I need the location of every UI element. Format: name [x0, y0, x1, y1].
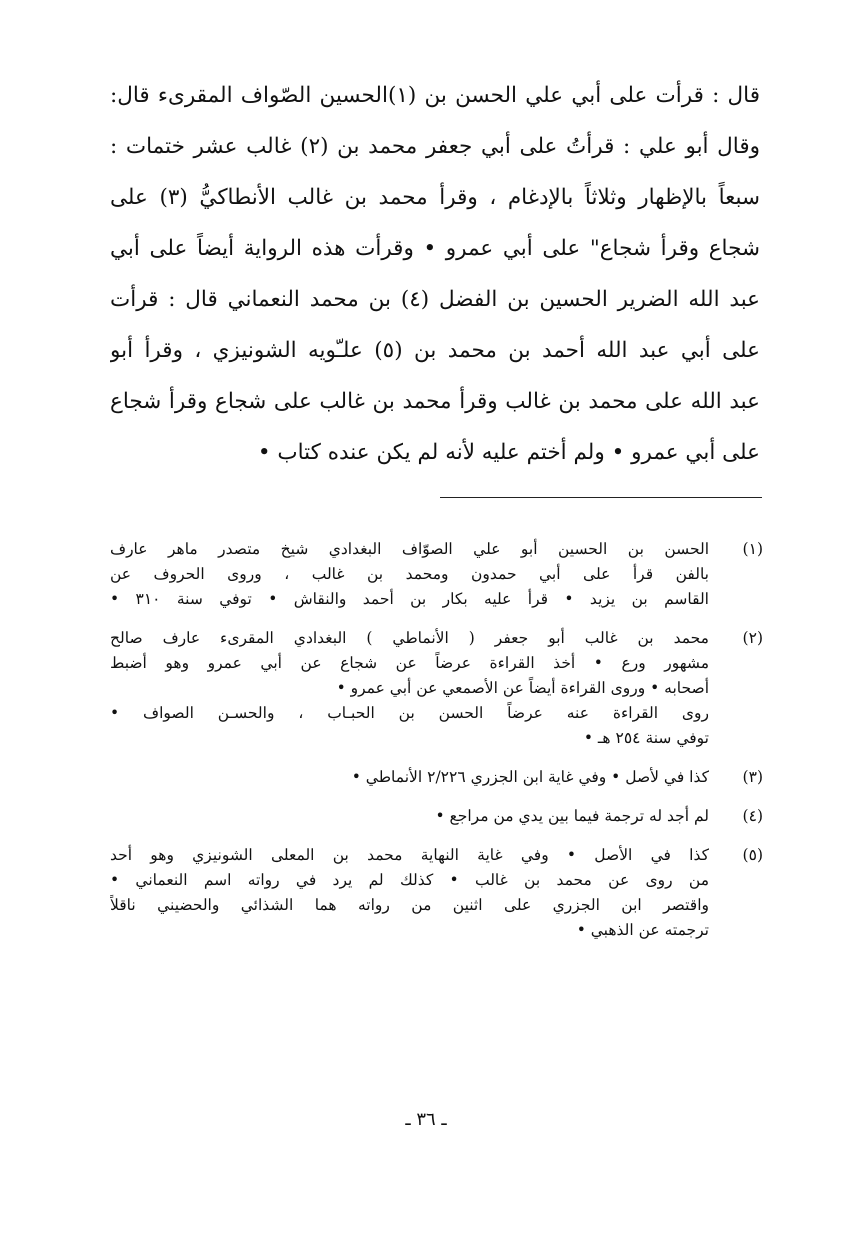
main-text-block	[110, 70, 760, 478]
footnote-line: روى القراءة عنه عرضاً الحسن بن الحبـاب ، والحسـن الصواف •	[110, 704, 709, 722]
footnote-2	[110, 626, 763, 751]
footnote-5	[110, 843, 763, 943]
footnote-1	[110, 537, 763, 612]
footnote-line: من روى عن محمد بن غالب • كذلك لم يرد في رواته اسم النعماني •	[110, 871, 709, 889]
footnote-line: ترجمته عن الذهبي •	[576, 921, 709, 939]
main-text-line: قال : قرأت على أبي علي الحسن بن (١)الحسين الصّواف المقرىء قال:	[110, 83, 760, 108]
footnote-number: (١)	[742, 540, 763, 558]
footnotes-section	[110, 537, 763, 957]
footnote-number: (٣)	[742, 768, 763, 786]
page-number: ـ ٣٦ ـ	[405, 1109, 447, 1130]
footnote-3	[110, 765, 763, 790]
footnote-line: محمد بن غالب أبو جعفر ( الأنماطي ) البغدادي المقرىء عارف صالح	[110, 629, 709, 647]
main-text-line: على أبي عمرو • ولم أختم عليه لأنه لم يكن عنده كتاب •	[257, 440, 760, 465]
footnote-line: توفي سنة ٢٥٤ هـ •	[583, 729, 709, 747]
footnote-number: (٢)	[742, 629, 763, 647]
footnote-body	[110, 843, 709, 943]
footnote-line: بالفن قرأ على أبي حمدون ومحمد بن غالب ، وروى الحروف عن	[110, 565, 709, 583]
main-text-line: وقال أبو علي : قرأتُ على أبي جعفر محمد بن (٢) غالب عشر ختمات :	[110, 134, 760, 159]
main-text-line: شجاع وقرأ شجاع" على أبي عمرو • وقرأت هذه الرواية أيضاً على أبي	[110, 236, 760, 261]
footnote-line: الحسن بن الحسين أبو علي الصوّاف البغدادي شيخ متصدر ماهر عارف	[110, 540, 709, 558]
main-text-line: عبد الله الضرير الحسين بن الفضل (٤) بن محمد النعماني قال : قرأت	[110, 287, 760, 312]
main-text-line: على أبي عبد الله أحمد بن محمد بن (٥) علـّويه الشونيزي ، وقرأ أبو	[110, 338, 760, 363]
footnote-body	[110, 804, 709, 829]
footnote-number: (٤)	[742, 807, 763, 825]
footnote-line: مشهور ورع • أخذ القراءة عرضاً عن شجاع عن أبي عمرو وهو أضبط	[110, 654, 709, 672]
footnote-body	[110, 537, 709, 612]
main-text-line: سبعاً بالإظهار وثلاثاً بالإدغام ، وقرأ محمد بن غالب الأنطاكيُّ (٣) على	[110, 185, 760, 210]
footnote-body	[110, 765, 709, 790]
footnote-4	[110, 804, 763, 829]
footnote-line: كذا في لأصل • وفي غاية ابن الجزري ٢/٢٢٦ الأنماطي •	[351, 768, 709, 786]
footnote-line: واقتصر ابن الجزري على اثنين من رواته هما الشذائي والحضيني ناقلاً	[110, 896, 709, 914]
main-text-line: عبد الله على محمد بن غالب وقرأ محمد بن غالب على شجاع وقرأ شجاع	[110, 389, 760, 414]
footnote-line: أصحابه • وروى القراءة أيضاً عن الأصمعي عن أبي عمرو •	[336, 679, 709, 697]
footnote-line: لم أجد له ترجمة فيما بين يدي من مراجع •	[435, 807, 709, 825]
footnote-line: كذا في الأصل • وفي غاية النهاية محمد بن المعلى الشونيزي وهو أحد	[110, 846, 709, 864]
footnote-body	[110, 626, 709, 751]
footnote-line: القاسم بن يزيد • قرأ عليه بكار بن أحمد والنقاش • توفي سنة ٣١٠ •	[110, 590, 709, 608]
footnote-divider	[440, 497, 762, 498]
footnote-number: (٥)	[742, 846, 763, 864]
